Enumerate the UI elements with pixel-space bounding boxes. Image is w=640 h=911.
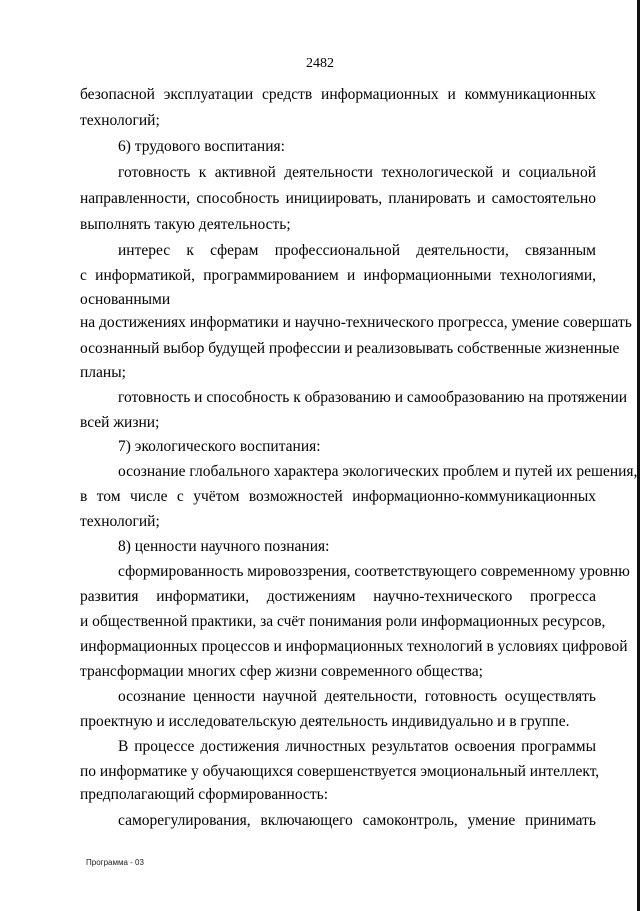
- text-line: 6) трудового воспитания:: [118, 138, 285, 155]
- text-line: готовность и способность к образованию и самообразованию на протяжении: [118, 389, 628, 406]
- text-line: выполнять такую деятельность;: [80, 216, 291, 233]
- text-line: развития информатики, достижениям научно-технического прогресса: [80, 588, 596, 605]
- text-line: 7) экологического воспитания:: [118, 438, 321, 455]
- text-line: осознание глобального характера экологических проблем и путей их решения,: [118, 463, 638, 480]
- text-line: всей жизни;: [80, 414, 160, 431]
- text-line: информационных процессов и информационных технологий в условиях цифровой: [80, 638, 628, 655]
- text-line: технологий;: [80, 112, 160, 129]
- text-line: и общественной практики, за счёт понимания роли информационных ресурсов,: [80, 613, 606, 630]
- text-line: безопасной эксплуатации средств информационных и коммуникационных: [80, 86, 596, 103]
- text-line: основанными: [80, 291, 171, 308]
- text-line: саморегулирования, включающего самоконтроль, умение принимать: [118, 812, 596, 829]
- text-line: планы;: [80, 364, 126, 381]
- text-line: сформированность мировоззрения, соответствующего современному уровню: [118, 563, 630, 580]
- text-line: направленности, способность инициировать, планировать и самостоятельно: [80, 190, 596, 207]
- text-line: В процессе достижения личностных результатов освоения программы: [118, 738, 596, 755]
- text-line: с информатикой, программированием и информационными технологиями,: [80, 267, 596, 284]
- page-number: 2482: [306, 56, 334, 71]
- text-line: 8) ценности научного познания:: [118, 538, 330, 555]
- footer-label: Программа - 03: [86, 858, 144, 867]
- text-line: готовность к активной деятельности технологической и социальной: [118, 164, 596, 181]
- text-line: предполагающий сформированность:: [80, 786, 329, 803]
- text-line: по информатике у обучающихся совершенствуется эмоциональный интеллект,: [80, 763, 600, 780]
- text-line: интерес к сферам профессиональной деятельности, связанным: [118, 242, 596, 259]
- text-line: проектную и исследовательскую деятельность индивидуально и в группе.: [80, 713, 570, 730]
- text-line: в том числе с учётом возможностей информационно-коммуникационных: [80, 488, 596, 505]
- text-line: трансформации многих сфер жизни современного общества;: [80, 663, 483, 680]
- text-line: осознанный выбор будущей профессии и реализовывать собственные жизненные: [80, 340, 620, 357]
- text-line: осознание ценности научной деятельности, готовность осуществлять: [118, 688, 596, 705]
- text-line: технологий;: [80, 513, 160, 530]
- text-line: на достижениях информатики и научно-технического прогресса, умение совершать: [80, 314, 632, 331]
